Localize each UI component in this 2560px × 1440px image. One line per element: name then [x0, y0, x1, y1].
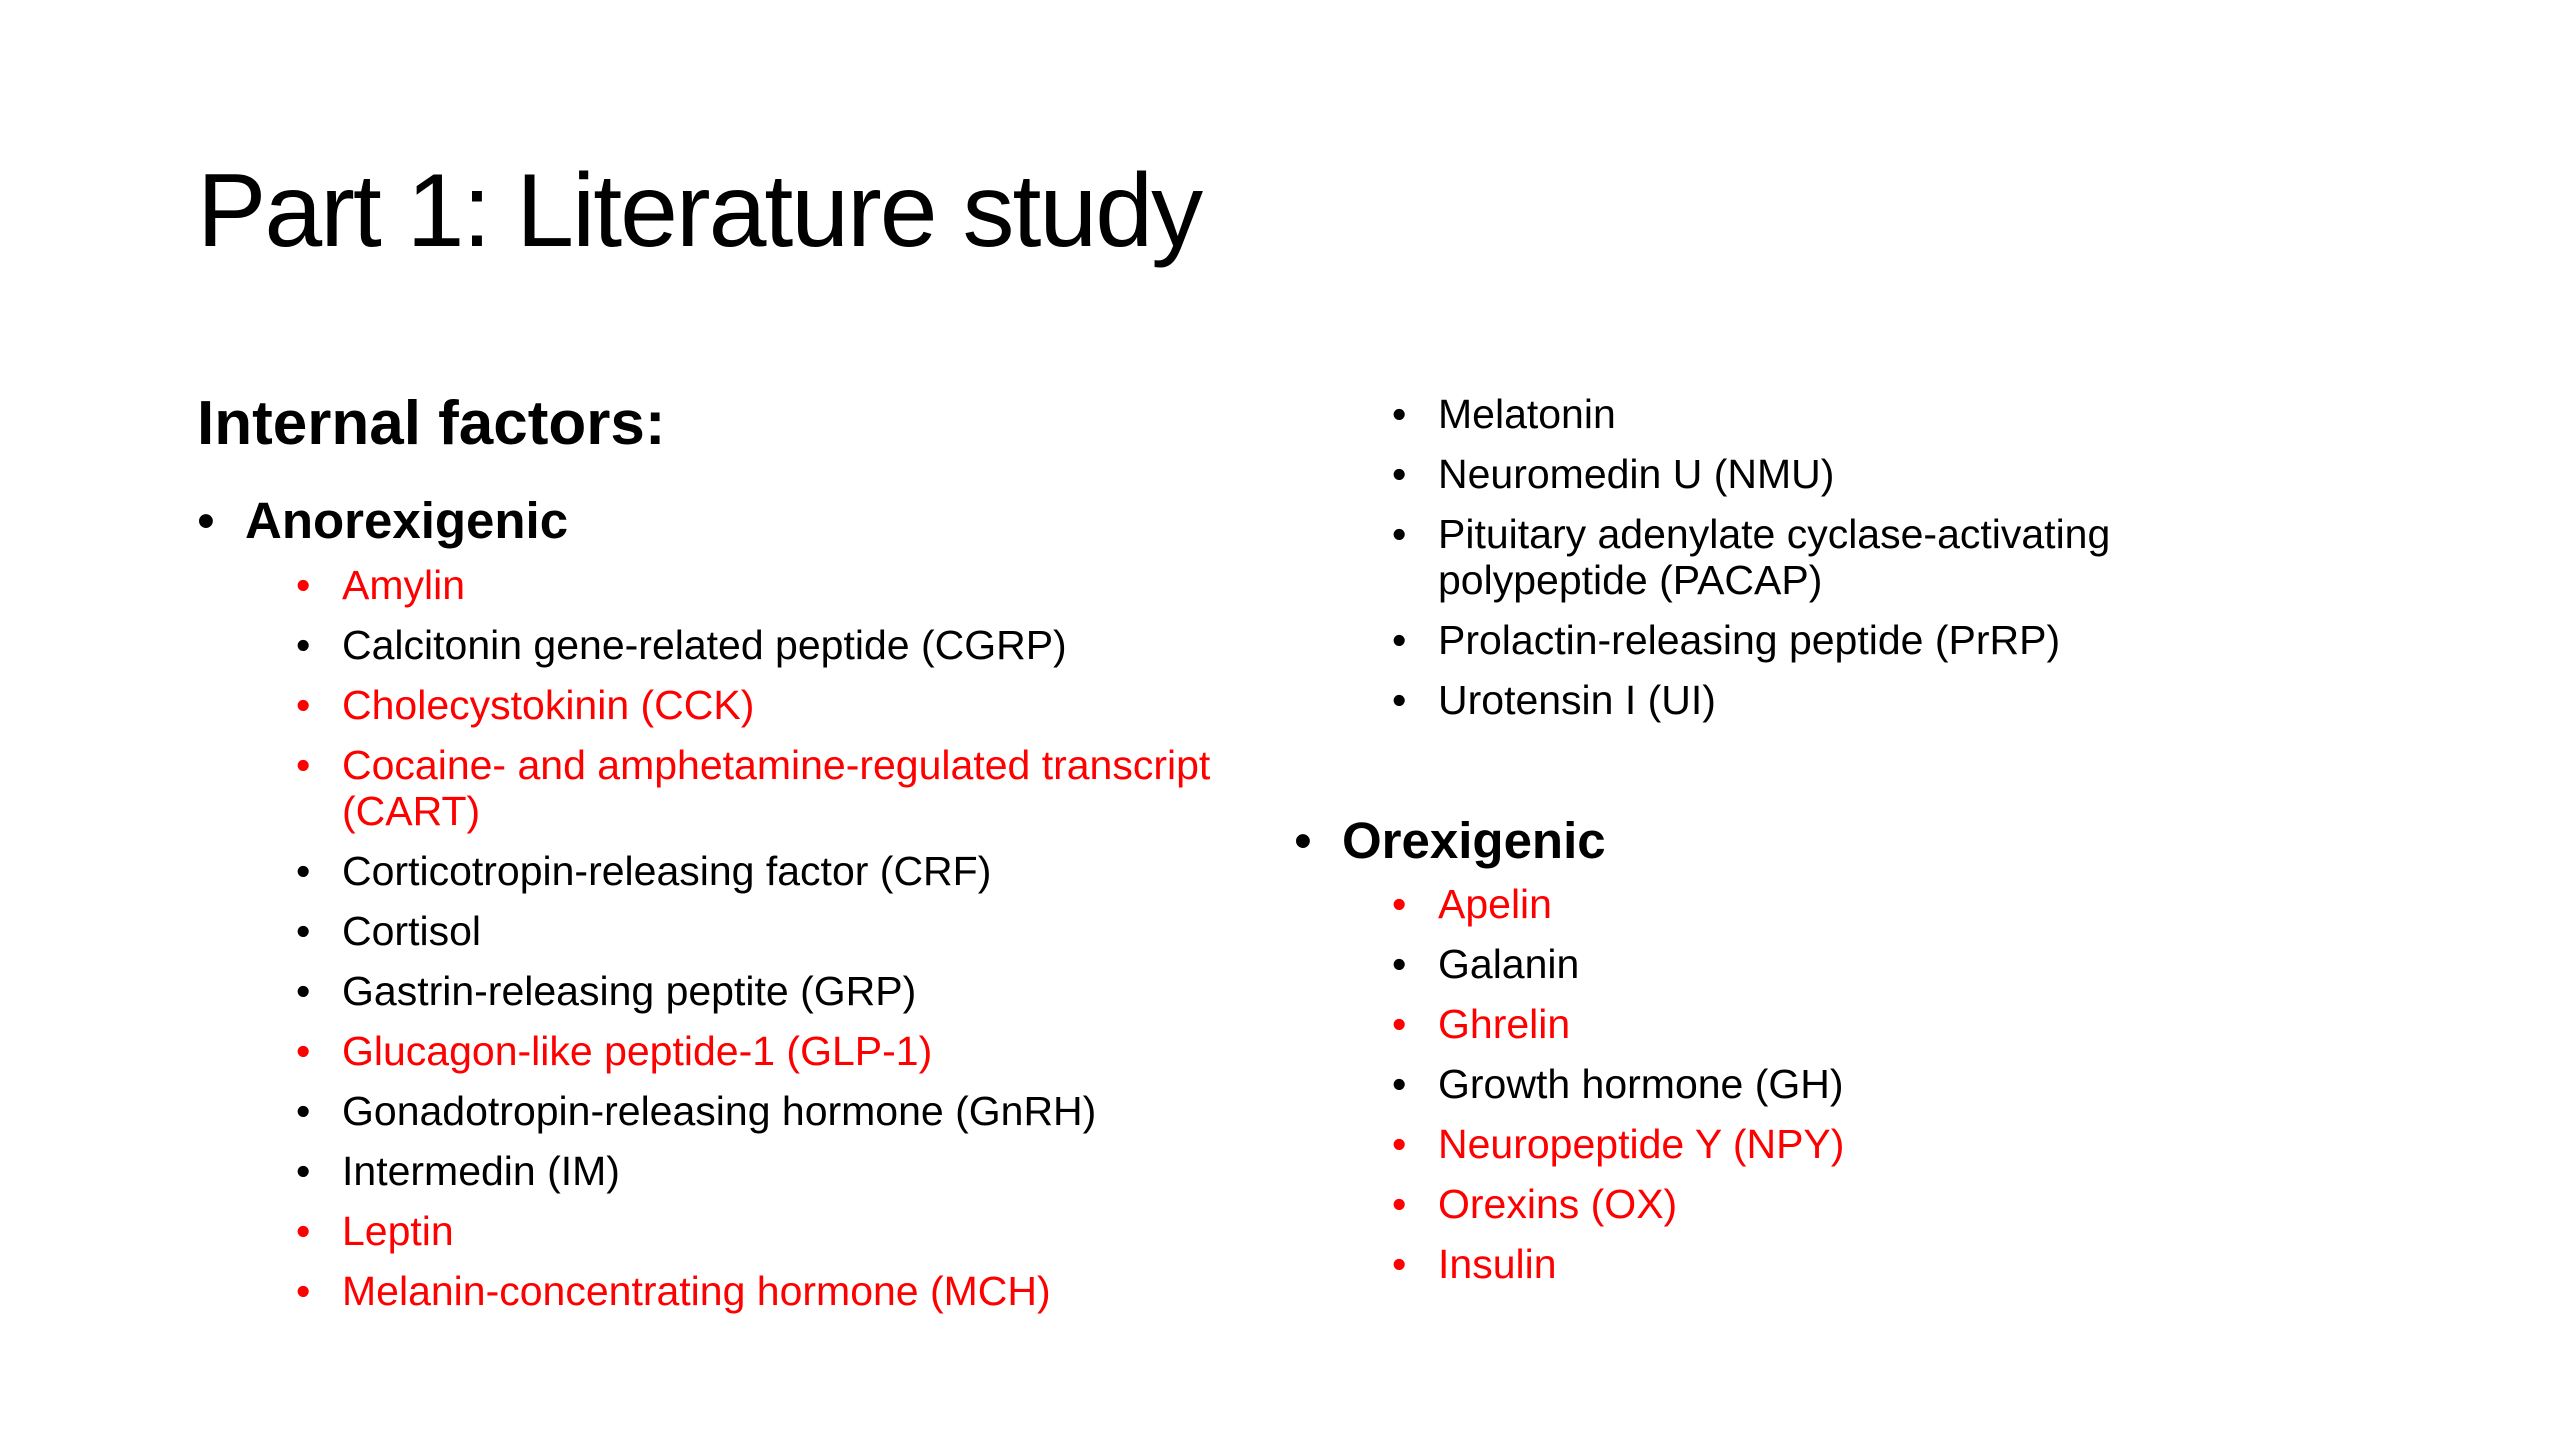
bullet-icon: •	[296, 1148, 311, 1194]
list-item	[1392, 677, 2198, 723]
list-item	[1392, 1001, 1844, 1047]
list-item	[1392, 391, 2198, 437]
bullet-icon: •	[1294, 812, 1312, 869]
list-item-text: Cortisol	[342, 908, 481, 954]
bullet-icon: •	[1392, 677, 1407, 723]
list-item-text: Neuromedin U (NMU)	[1438, 451, 1835, 497]
list-item	[1392, 881, 1844, 927]
list-item-text: Glucagon-like peptide-1 (GLP-1)	[342, 1028, 933, 1074]
anorexigenic-list-right	[1392, 391, 2198, 737]
list-item	[296, 1148, 1302, 1194]
list-item-text: Leptin	[342, 1208, 454, 1254]
list-item-text: Prolactin-releasing peptide (PrRP)	[1438, 617, 2061, 663]
list-item	[1392, 1121, 1845, 1167]
list-item	[296, 1268, 1302, 1314]
list-item-text: Gonadotropin-releasing hormone (GnRH)	[342, 1088, 1097, 1134]
list-item-text: Amylin	[342, 562, 466, 608]
bullet-icon: •	[1392, 1061, 1407, 1107]
bullet-icon: •	[296, 908, 311, 954]
list-item	[296, 848, 1302, 894]
list-item-text: Insulin	[1438, 1241, 1557, 1287]
bullet-icon: •	[1392, 881, 1407, 927]
list-item-text: Cholecystokinin (CCK)	[342, 682, 755, 728]
orexigenic-label: Orexigenic	[1342, 812, 1606, 869]
list-item-text: Galanin	[1438, 941, 1580, 987]
list-item	[1392, 511, 2198, 603]
bullet-icon: •	[1392, 941, 1407, 987]
list-item	[1392, 941, 1844, 987]
list-item-text: Orexins (OX)	[1438, 1181, 1678, 1227]
list-item-text: Urotensin I (UI)	[1438, 677, 1716, 723]
list-item	[296, 1088, 1302, 1134]
list-item-text: Melanin-concentrating hormone (MCH)	[342, 1268, 1051, 1314]
list-item-text: Neuropeptide Y (NPY)	[1438, 1121, 1845, 1167]
list-item-text: Melatonin	[1438, 391, 1616, 437]
bullet-icon: •	[296, 1268, 311, 1314]
orexigenic-list	[1392, 881, 1845, 1301]
bullet-icon: •	[197, 492, 215, 549]
bullet-icon: •	[296, 742, 311, 788]
bullet-icon: •	[296, 1088, 311, 1134]
list-item	[296, 968, 1302, 1014]
bullet-icon: •	[296, 968, 311, 1014]
list-item-text: Gastrin-releasing peptite (GRP)	[342, 968, 917, 1014]
list-item	[296, 1208, 1302, 1254]
list-item-text: Apelin	[1438, 881, 1552, 927]
list-item	[1392, 617, 2198, 663]
list-item-text: Growth hormone (GH)	[1438, 1061, 1844, 1107]
section-heading: Internal factors:	[197, 389, 666, 458]
slide-title: Part 1: Literature study	[197, 153, 1202, 269]
list-item-text: Pituitary adenylate cyclase-activating polypeptide (PACAP)	[1438, 511, 2111, 603]
list-item	[296, 682, 1302, 728]
anorexigenic-list-left	[296, 562, 1302, 1328]
list-item	[296, 562, 1302, 608]
list-item	[296, 1028, 1302, 1074]
bullet-icon: •	[296, 848, 311, 894]
list-item-text: Intermedin (IM)	[342, 1148, 620, 1194]
list-item	[296, 622, 1302, 668]
list-item	[1392, 1061, 1844, 1107]
list-item	[1392, 1181, 1844, 1227]
bullet-icon: •	[296, 1208, 311, 1254]
bullet-icon: •	[296, 682, 311, 728]
bullet-icon: •	[296, 1028, 311, 1074]
list-item-text: Cocaine- and amphetamine-regulated transcript (CART)	[342, 742, 1211, 834]
orexigenic-heading	[1294, 811, 1606, 871]
list-item	[296, 742, 1302, 834]
list-item-text: Ghrelin	[1438, 1001, 1571, 1047]
anorexigenic-label: Anorexigenic	[245, 492, 569, 549]
list-item-text: Calcitonin gene-related peptide (CGRP)	[342, 622, 1067, 668]
bullet-icon: •	[296, 622, 311, 668]
list-item	[1392, 451, 2198, 497]
bullet-icon: •	[1392, 1241, 1407, 1287]
bullet-icon: •	[1392, 1181, 1407, 1227]
anorexigenic-heading	[197, 491, 569, 551]
bullet-icon: •	[1392, 617, 1407, 663]
bullet-icon: •	[1392, 1001, 1407, 1047]
bullet-icon: •	[1392, 1121, 1407, 1167]
bullet-icon: •	[1392, 511, 1407, 557]
list-item	[1392, 1241, 1844, 1287]
bullet-icon: •	[296, 562, 311, 608]
bullet-icon: •	[1392, 451, 1407, 497]
list-item	[296, 908, 1302, 954]
bullet-icon: •	[1392, 391, 1407, 437]
list-item-text: Corticotropin-releasing factor (CRF)	[342, 848, 992, 894]
